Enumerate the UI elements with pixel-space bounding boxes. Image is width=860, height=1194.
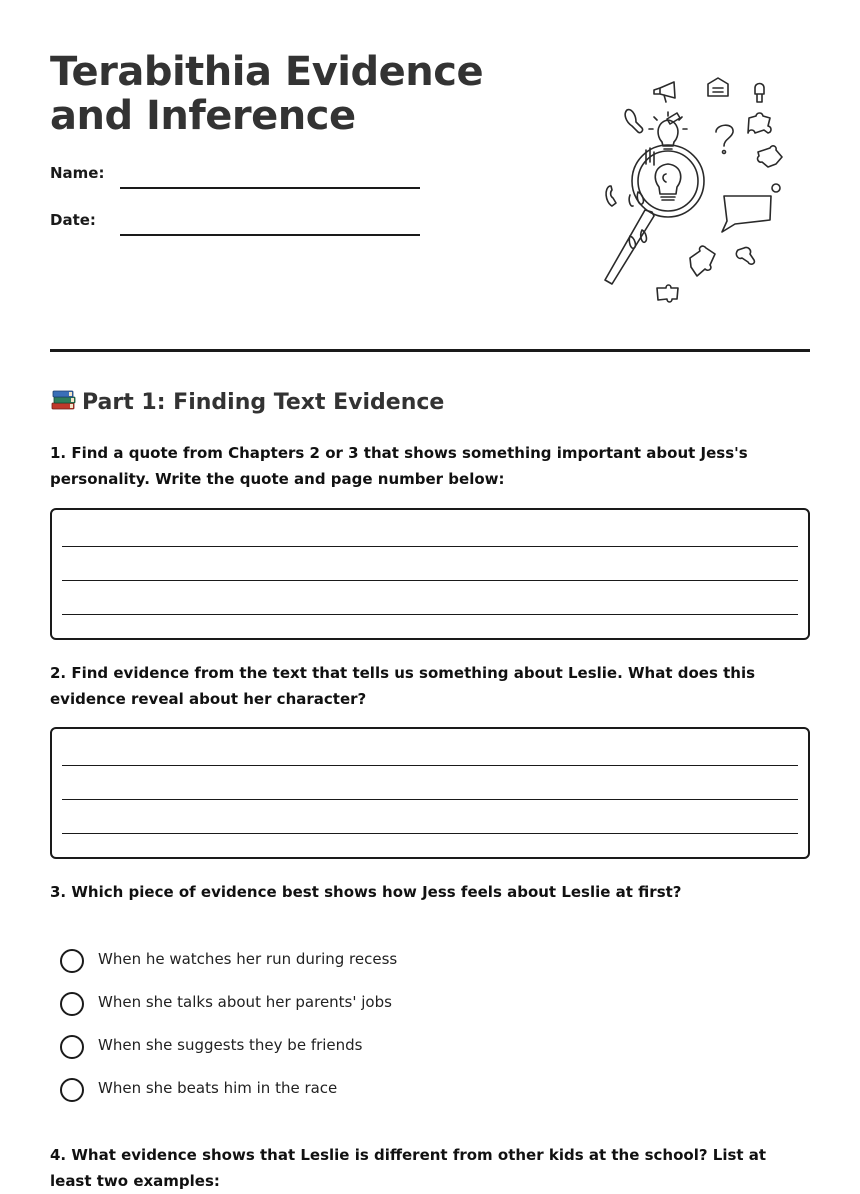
answer-line	[62, 765, 798, 766]
option-b[interactable]	[60, 991, 760, 1017]
answer-line	[62, 580, 798, 581]
question-2: 2. Find evidence from the text that tells us something about Leslie. What does this evidence reveal about her character?	[50, 664, 756, 708]
answer-line	[62, 614, 798, 615]
option-label: When she talks about her parents' jobs	[98, 993, 392, 1011]
question-1: 1. Find a quote from Chapters 2 or 3 that shows something important about Jess's personality. Write the quote and page number below:	[50, 444, 748, 488]
radio-button[interactable]	[60, 949, 84, 973]
answer-line	[62, 546, 798, 547]
name-label: Name:	[50, 164, 105, 182]
worksheet-page	[50, 0, 810, 1190]
answer-box-2[interactable]	[50, 727, 810, 859]
section-divider	[50, 349, 810, 352]
radio-button[interactable]	[60, 1035, 84, 1059]
option-label: When she suggests they be friends	[98, 1036, 363, 1054]
question-4: 4. What evidence shows that Leslie is different from other kids at the school? List at least two examples:	[50, 1146, 767, 1190]
option-label: When he watches her run during recess	[98, 950, 398, 968]
radio-button[interactable]	[60, 1078, 84, 1102]
date-field[interactable]	[120, 234, 420, 236]
magnifying-glass-lightbulb-icon	[550, 70, 790, 315]
option-d[interactable]	[60, 1077, 760, 1103]
answer-box-1[interactable]	[50, 508, 810, 640]
answer-line	[62, 799, 798, 800]
name-field[interactable]	[120, 187, 420, 189]
date-label: Date:	[50, 211, 96, 229]
option-c[interactable]	[60, 1034, 760, 1060]
part1-title	[50, 386, 444, 420]
option-a[interactable]	[60, 948, 760, 974]
books-icon	[50, 386, 78, 412]
part1-title-text: Part 1: Finding Text Evidence	[82, 390, 445, 415]
worksheet-title: Terabithia Evidence and Inference	[50, 49, 484, 139]
question-3: 3. Which piece of evidence best shows how Jess feels about Leslie at first?	[50, 883, 682, 901]
option-label: When she beats him in the race	[98, 1079, 338, 1097]
radio-button[interactable]	[60, 992, 84, 1016]
answer-line	[62, 833, 798, 834]
